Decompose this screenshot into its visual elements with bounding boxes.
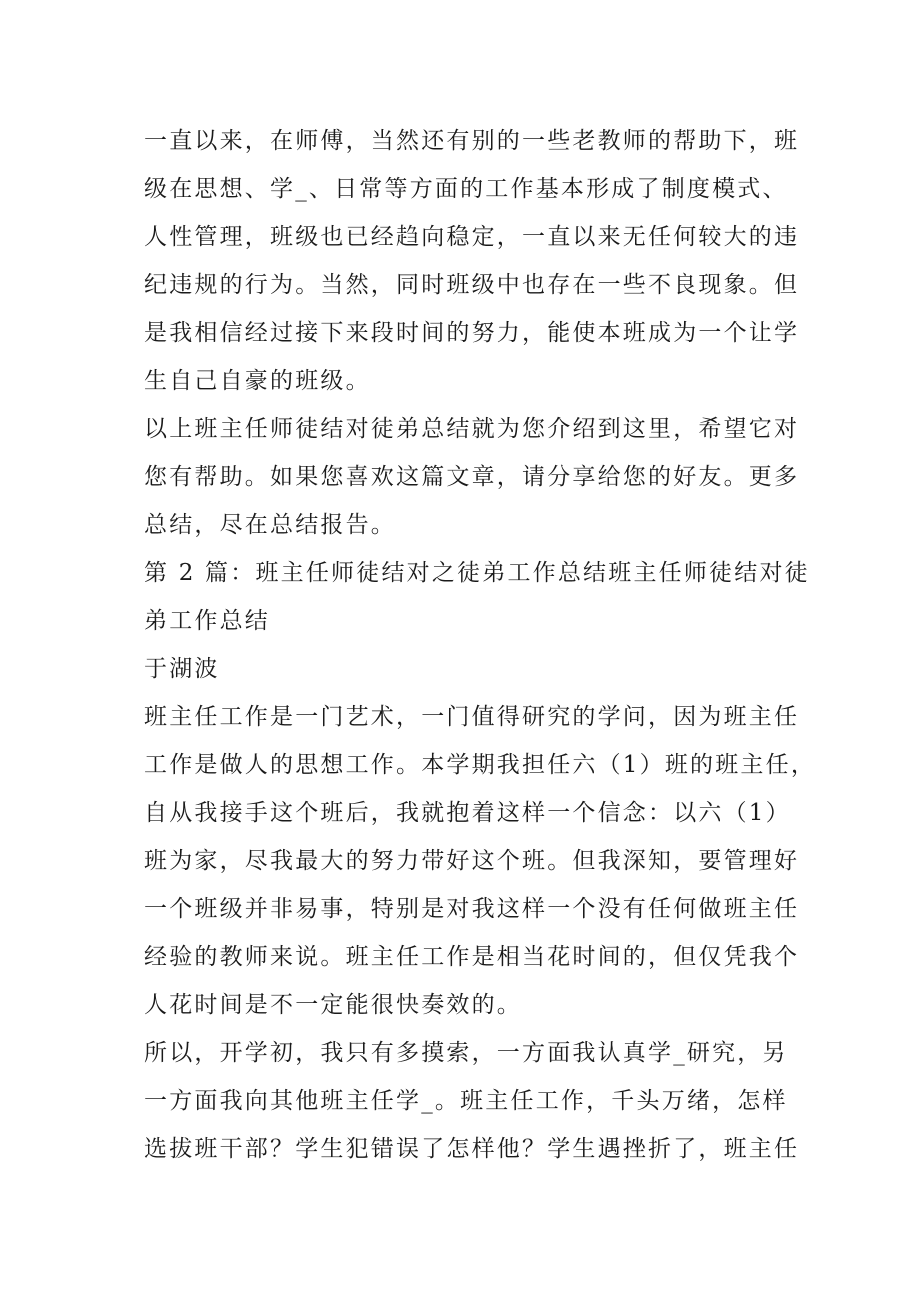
text-line: 班主任工作是一门艺术，一门值得研究的学问，因为班主任	[144, 704, 800, 730]
text-line: 人花时间是不一定能很快奏效的。	[144, 992, 522, 1018]
document-body	[144, 117, 817, 1173]
author-name: 于湖波	[144, 656, 220, 682]
text-line: 以上班主任师徒结对徒弟总结就为您介绍到这里，希望它对	[144, 416, 800, 442]
text-line: 所以，开学初，我只有多摸索，一方面我认真学_研究，另	[144, 1040, 788, 1066]
section-heading-line: 弟工作总结	[144, 608, 270, 634]
text-line: 班为家，尽我最大的努力带好这个班。但我深知，要管理好	[144, 848, 800, 874]
text-line: 经验的教师来说。班主任工作是相当花时间的，但仅凭我个	[144, 944, 800, 970]
text-line: 您有帮助。如果您喜欢这篇文章，请分享给您的好友。更多	[144, 464, 800, 490]
text-line: 级在思想、学_、日常等方面的工作基本形成了制度模式、	[144, 176, 788, 202]
text-line: 一个班级并非易事，特别是对我这样一个没有任何做班主任	[144, 896, 800, 922]
section-heading-line: 第 2 篇：班主任师徒结对之徒弟工作总结班主任师徒结对徒	[144, 560, 810, 586]
text-line: 纪违规的行为。当然，同时班级中也存在一些不良现象。但	[144, 272, 800, 298]
text-line: 人性管理，班级也已经趋向稳定，一直以来无任何较大的违	[144, 224, 800, 250]
text-line: 选拔班干部？学生犯错误了怎样他？学生遇挫折了，班主任	[144, 1136, 800, 1162]
text-line: 总结，尽在总结报告。	[144, 512, 396, 538]
text-line: 自从我接手这个班后，我就抱着这样一个信念：以六（1）	[144, 800, 791, 826]
text-line: 是我相信经过接下来段时间的努力，能使本班成为一个让学	[144, 320, 800, 346]
text-line: 生自己自豪的班级。	[144, 368, 371, 394]
text-line: 一方面我向其他班主任学_。班主任工作，千头万绪，怎样	[144, 1088, 788, 1114]
text-line: 工作是做人的思想工作。本学期我担任六（1）班的班主任，	[144, 752, 817, 778]
text-line: 一直以来，在师傅，当然还有别的一些老教师的帮助下，班	[144, 128, 800, 154]
